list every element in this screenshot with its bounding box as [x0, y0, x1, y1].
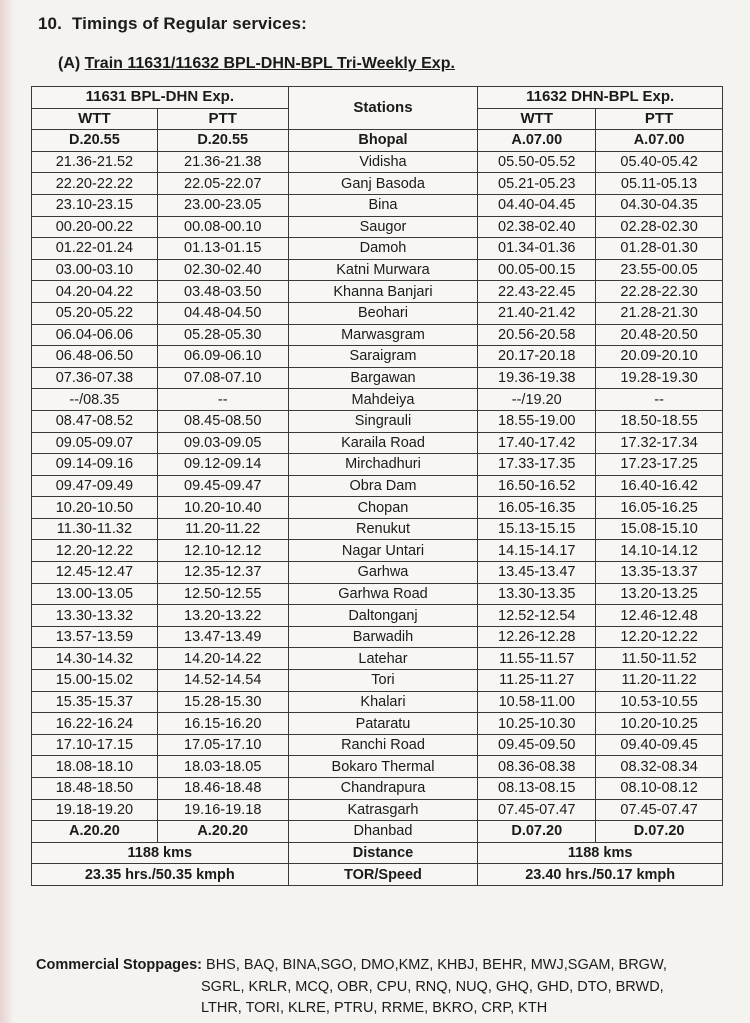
up-ptt-cell: 17.23-17.25	[596, 454, 723, 476]
dn-ptt-cell: 22.05-22.07	[157, 173, 288, 195]
distance-11632: 1188 kms	[478, 842, 723, 864]
up-wtt-cell: 13.45-13.47	[478, 562, 596, 584]
station-cell: Saugor	[288, 216, 478, 238]
distance-11631: 1188 kms	[32, 842, 289, 864]
station-cell: Mirchadhuri	[288, 454, 478, 476]
dn-wtt-cell: 17.10-17.15	[32, 734, 158, 756]
up-wtt-cell: 12.26-12.28	[478, 626, 596, 648]
dn-wtt-cell: 12.45-12.47	[32, 562, 158, 584]
dn-ptt-cell: 09.03-09.05	[157, 432, 288, 454]
up-ptt-cell: 19.28-19.30	[596, 367, 723, 389]
dn-wtt-cell: D.20.55	[32, 130, 158, 152]
table-row	[32, 173, 723, 195]
dn-wtt-cell: 15.35-15.37	[32, 691, 158, 713]
speed-11631: 23.35 hrs./50.35 kmph	[32, 864, 289, 886]
table-row	[32, 346, 723, 368]
up-wtt-cell: 18.55-19.00	[478, 410, 596, 432]
up-wtt-cell: 10.25-10.30	[478, 713, 596, 735]
station-cell: Obra Dam	[288, 475, 478, 497]
station-cell: Bokaro Thermal	[288, 756, 478, 778]
speed-label: TOR/Speed	[288, 864, 478, 886]
speed-row	[32, 864, 723, 886]
station-cell: Khalari	[288, 691, 478, 713]
dn-wtt-cell: 03.00-03.10	[32, 259, 158, 281]
dn-wtt-cell: 18.08-18.10	[32, 756, 158, 778]
up-ptt-cell: 14.10-14.12	[596, 540, 723, 562]
up-ptt-cell: A.07.00	[596, 130, 723, 152]
up-ptt-cell: 10.53-10.55	[596, 691, 723, 713]
up-wtt-cell: 08.13-08.15	[478, 778, 596, 800]
up-wtt-cell: 05.50-05.52	[478, 151, 596, 173]
up-wtt-cell: 17.33-17.35	[478, 454, 596, 476]
up-wtt-cell: 17.40-17.42	[478, 432, 596, 454]
dn-ptt-cell: 03.48-03.50	[157, 281, 288, 303]
table-row	[32, 540, 723, 562]
stoppages-label: Commercial Stoppages:	[36, 957, 202, 973]
station-cell: Ganj Basoda	[288, 173, 478, 195]
dn-ptt-cell: 09.12-09.14	[157, 454, 288, 476]
dn-wtt-cell: 08.47-08.52	[32, 410, 158, 432]
up-ptt-cell: 15.08-15.10	[596, 518, 723, 540]
up-ptt-cell: 05.40-05.42	[596, 151, 723, 173]
distance-label: Distance	[288, 842, 478, 864]
table-row	[32, 410, 723, 432]
up-wtt-cell: A.07.00	[478, 130, 596, 152]
table-row	[32, 130, 723, 152]
up-ptt-cell: 10.20-10.25	[596, 713, 723, 735]
up-ptt-cell: --	[596, 389, 723, 411]
table-row	[32, 259, 723, 281]
up-ptt-cell: 02.28-02.30	[596, 216, 723, 238]
up-ptt-cell: 12.46-12.48	[596, 605, 723, 627]
station-cell: Garhwa	[288, 562, 478, 584]
table-row	[32, 583, 723, 605]
dn-wtt-cell: 09.47-09.49	[32, 475, 158, 497]
station-cell: Damoh	[288, 238, 478, 260]
up-wtt-cell: 04.40-04.45	[478, 194, 596, 216]
table-row	[32, 562, 723, 584]
dn-wtt-cell: 01.22-01.24	[32, 238, 158, 260]
timetable-body	[32, 130, 723, 843]
header-up-wtt: WTT	[478, 108, 596, 130]
dn-wtt-cell: 10.20-10.50	[32, 497, 158, 519]
dn-wtt-cell: 18.48-18.50	[32, 778, 158, 800]
up-ptt-cell: 23.55-00.05	[596, 259, 723, 281]
table-row	[32, 778, 723, 800]
station-cell: Barwadih	[288, 626, 478, 648]
table-row	[32, 799, 723, 821]
dn-ptt-cell: 18.03-18.05	[157, 756, 288, 778]
table-row	[32, 691, 723, 713]
table-row	[32, 497, 723, 519]
up-wtt-cell: 22.43-22.45	[478, 281, 596, 303]
commercial-stoppages	[36, 955, 736, 1020]
up-ptt-cell: 11.20-11.22	[596, 670, 723, 692]
station-cell: Pataratu	[288, 713, 478, 735]
header-train-11632: 11632 DHN-BPL Exp.	[478, 87, 723, 109]
dn-ptt-cell: 12.50-12.55	[157, 583, 288, 605]
up-ptt-cell: 20.48-20.50	[596, 324, 723, 346]
up-ptt-cell: 07.45-07.47	[596, 799, 723, 821]
table-row	[32, 605, 723, 627]
up-ptt-cell: 20.09-20.10	[596, 346, 723, 368]
station-cell: Beohari	[288, 302, 478, 324]
table-row	[32, 238, 723, 260]
dn-wtt-cell: 14.30-14.32	[32, 648, 158, 670]
dn-ptt-cell: 15.28-15.30	[157, 691, 288, 713]
dn-ptt-cell: A.20.20	[157, 821, 288, 843]
table-row	[32, 194, 723, 216]
header-up-ptt: PTT	[596, 108, 723, 130]
station-cell: Bhopal	[288, 130, 478, 152]
section-heading	[38, 14, 307, 34]
dn-ptt-cell: 23.00-23.05	[157, 194, 288, 216]
section-number: 10.	[38, 14, 62, 33]
dn-ptt-cell: 05.28-05.30	[157, 324, 288, 346]
subsection-label: (A)	[58, 55, 81, 72]
up-wtt-cell: 21.40-21.42	[478, 302, 596, 324]
dn-ptt-cell: 12.35-12.37	[157, 562, 288, 584]
header-train-11631: 11631 BPL-DHN Exp.	[32, 87, 289, 109]
up-ptt-cell: 17.32-17.34	[596, 432, 723, 454]
dn-wtt-cell: 19.18-19.20	[32, 799, 158, 821]
up-ptt-cell: 16.40-16.42	[596, 475, 723, 497]
up-ptt-cell: 18.50-18.55	[596, 410, 723, 432]
table-row	[32, 670, 723, 692]
station-cell: Karaila Road	[288, 432, 478, 454]
dn-wtt-cell: 23.10-23.15	[32, 194, 158, 216]
station-cell: Khanna Banjari	[288, 281, 478, 303]
dn-wtt-cell: 00.20-00.22	[32, 216, 158, 238]
dn-ptt-cell: 07.08-07.10	[157, 367, 288, 389]
up-wtt-cell: 14.15-14.17	[478, 540, 596, 562]
station-cell: Tori	[288, 670, 478, 692]
up-ptt-cell: 08.10-08.12	[596, 778, 723, 800]
dn-wtt-cell: 16.22-16.24	[32, 713, 158, 735]
dn-ptt-cell: 00.08-00.10	[157, 216, 288, 238]
up-ptt-cell: 13.35-13.37	[596, 562, 723, 584]
dn-ptt-cell: 19.16-19.18	[157, 799, 288, 821]
station-cell: Chandrapura	[288, 778, 478, 800]
table-row	[32, 324, 723, 346]
table-row	[32, 626, 723, 648]
speed-11632: 23.40 hrs./50.17 kmph	[478, 864, 723, 886]
dn-ptt-cell: 14.20-14.22	[157, 648, 288, 670]
dn-ptt-cell: 17.05-17.10	[157, 734, 288, 756]
stoppages-codes: BHS, BAQ, BINA,SGO, DMO,KMZ, KHBJ, BEHR, MWJ,SGAM, BRGW,	[206, 957, 667, 973]
station-cell: Bargawan	[288, 367, 478, 389]
up-ptt-cell: 22.28-22.30	[596, 281, 723, 303]
up-wtt-cell: 09.45-09.50	[478, 734, 596, 756]
dn-wtt-cell: 09.05-09.07	[32, 432, 158, 454]
up-ptt-cell: 12.20-12.22	[596, 626, 723, 648]
station-cell: Singrauli	[288, 410, 478, 432]
station-cell: Vidisha	[288, 151, 478, 173]
dn-ptt-cell: 09.45-09.47	[157, 475, 288, 497]
dn-wtt-cell: 06.04-06.06	[32, 324, 158, 346]
up-ptt-cell: 21.28-21.30	[596, 302, 723, 324]
up-ptt-cell: 09.40-09.45	[596, 734, 723, 756]
table-row	[32, 281, 723, 303]
stoppages-line-1	[36, 955, 736, 977]
dn-ptt-cell: 02.30-02.40	[157, 259, 288, 281]
dn-ptt-cell: 01.13-01.15	[157, 238, 288, 260]
up-ptt-cell: 01.28-01.30	[596, 238, 723, 260]
up-wtt-cell: 08.36-08.38	[478, 756, 596, 778]
dn-ptt-cell: 08.45-08.50	[157, 410, 288, 432]
up-wtt-cell: 19.36-19.38	[478, 367, 596, 389]
header-row-trains	[32, 87, 723, 109]
stoppages-line-3: LTHR, TORI, KLRE, PTRU, RRME, BKRO, CRP, KTH	[201, 1000, 548, 1016]
up-wtt-cell: 13.30-13.35	[478, 583, 596, 605]
dn-ptt-cell: --	[157, 389, 288, 411]
up-wtt-cell: 15.13-15.15	[478, 518, 596, 540]
dn-wtt-cell: 06.48-06.50	[32, 346, 158, 368]
dn-wtt-cell: 04.20-04.22	[32, 281, 158, 303]
up-wtt-cell: 00.05-00.15	[478, 259, 596, 281]
table-row	[32, 713, 723, 735]
header-stations: Stations	[288, 87, 478, 130]
dn-wtt-cell: 21.36-21.52	[32, 151, 158, 173]
table-row	[32, 216, 723, 238]
up-wtt-cell: 11.55-11.57	[478, 648, 596, 670]
dn-wtt-cell: 13.00-13.05	[32, 583, 158, 605]
dn-ptt-cell: 14.52-14.54	[157, 670, 288, 692]
up-wtt-cell: 16.50-16.52	[478, 475, 596, 497]
dn-wtt-cell: 11.30-11.32	[32, 518, 158, 540]
train-title: Train 11631/11632 BPL-DHN-BPL Tri-Weekly Exp.	[84, 55, 455, 72]
table-row	[32, 151, 723, 173]
up-wtt-cell: 07.45-07.47	[478, 799, 596, 821]
dn-wtt-cell: 09.14-09.16	[32, 454, 158, 476]
up-wtt-cell: 11.25-11.27	[478, 670, 596, 692]
dn-ptt-cell: 13.47-13.49	[157, 626, 288, 648]
dn-ptt-cell: 11.20-11.22	[157, 518, 288, 540]
dn-wtt-cell: A.20.20	[32, 821, 158, 843]
dn-wtt-cell: 22.20-22.22	[32, 173, 158, 195]
up-wtt-cell: --/19.20	[478, 389, 596, 411]
dn-wtt-cell: 12.20-12.22	[32, 540, 158, 562]
table-row	[32, 389, 723, 411]
station-cell: Katni Murwara	[288, 259, 478, 281]
distance-row	[32, 842, 723, 864]
up-wtt-cell: 05.21-05.23	[478, 173, 596, 195]
dn-wtt-cell: 15.00-15.02	[32, 670, 158, 692]
station-cell: Saraigram	[288, 346, 478, 368]
dn-ptt-cell: D.20.55	[157, 130, 288, 152]
dn-ptt-cell: 12.10-12.12	[157, 540, 288, 562]
station-cell: Chopan	[288, 497, 478, 519]
table-row	[32, 475, 723, 497]
dn-wtt-cell: 13.57-13.59	[32, 626, 158, 648]
table-row	[32, 367, 723, 389]
station-cell: Ranchi Road	[288, 734, 478, 756]
stoppages-line-2: SGRL, KRLR, MCQ, OBR, CPU, RNQ, NUQ, GHQ, GHD, DTO, BRWD,	[201, 978, 664, 995]
station-cell: Dhanbad	[288, 821, 478, 843]
dn-ptt-cell: 13.20-13.22	[157, 605, 288, 627]
dn-ptt-cell: 10.20-10.40	[157, 497, 288, 519]
page-edge-shadow	[0, 0, 14, 1023]
up-wtt-cell: 02.38-02.40	[478, 216, 596, 238]
table-row	[32, 734, 723, 756]
station-cell: Katrasgarh	[288, 799, 478, 821]
up-ptt-cell: 05.11-05.13	[596, 173, 723, 195]
subsection-heading	[58, 55, 455, 73]
table-row	[32, 432, 723, 454]
station-cell: Garhwa Road	[288, 583, 478, 605]
table-row	[32, 454, 723, 476]
station-cell: Latehar	[288, 648, 478, 670]
dn-ptt-cell: 04.48-04.50	[157, 302, 288, 324]
dn-ptt-cell: 16.15-16.20	[157, 713, 288, 735]
station-cell: Bina	[288, 194, 478, 216]
dn-ptt-cell: 06.09-06.10	[157, 346, 288, 368]
station-cell: Renukut	[288, 518, 478, 540]
up-wtt-cell: 20.17-20.18	[478, 346, 596, 368]
header-dn-ptt: PTT	[157, 108, 288, 130]
header-dn-wtt: WTT	[32, 108, 158, 130]
up-ptt-cell: 04.30-04.35	[596, 194, 723, 216]
dn-wtt-cell: --/08.35	[32, 389, 158, 411]
up-wtt-cell: D.07.20	[478, 821, 596, 843]
table-row	[32, 648, 723, 670]
dn-ptt-cell: 18.46-18.48	[157, 778, 288, 800]
station-cell: Mahdeiya	[288, 389, 478, 411]
table-row	[32, 821, 723, 843]
dn-ptt-cell: 21.36-21.38	[157, 151, 288, 173]
up-wtt-cell: 20.56-20.58	[478, 324, 596, 346]
up-ptt-cell: 13.20-13.25	[596, 583, 723, 605]
dn-wtt-cell: 07.36-07.38	[32, 367, 158, 389]
up-ptt-cell: D.07.20	[596, 821, 723, 843]
dn-wtt-cell: 13.30-13.32	[32, 605, 158, 627]
section-title-text: Timings of Regular services:	[71, 14, 307, 33]
up-ptt-cell: 08.32-08.34	[596, 756, 723, 778]
station-cell: Nagar Untari	[288, 540, 478, 562]
up-ptt-cell: 16.05-16.25	[596, 497, 723, 519]
timetable	[31, 86, 723, 886]
dn-wtt-cell: 05.20-05.22	[32, 302, 158, 324]
up-ptt-cell: 11.50-11.52	[596, 648, 723, 670]
table-row	[32, 518, 723, 540]
station-cell: Marwasgram	[288, 324, 478, 346]
table-row	[32, 302, 723, 324]
up-wtt-cell: 10.58-11.00	[478, 691, 596, 713]
station-cell: Daltonganj	[288, 605, 478, 627]
up-wtt-cell: 01.34-01.36	[478, 238, 596, 260]
table-row	[32, 756, 723, 778]
up-wtt-cell: 16.05-16.35	[478, 497, 596, 519]
up-wtt-cell: 12.52-12.54	[478, 605, 596, 627]
